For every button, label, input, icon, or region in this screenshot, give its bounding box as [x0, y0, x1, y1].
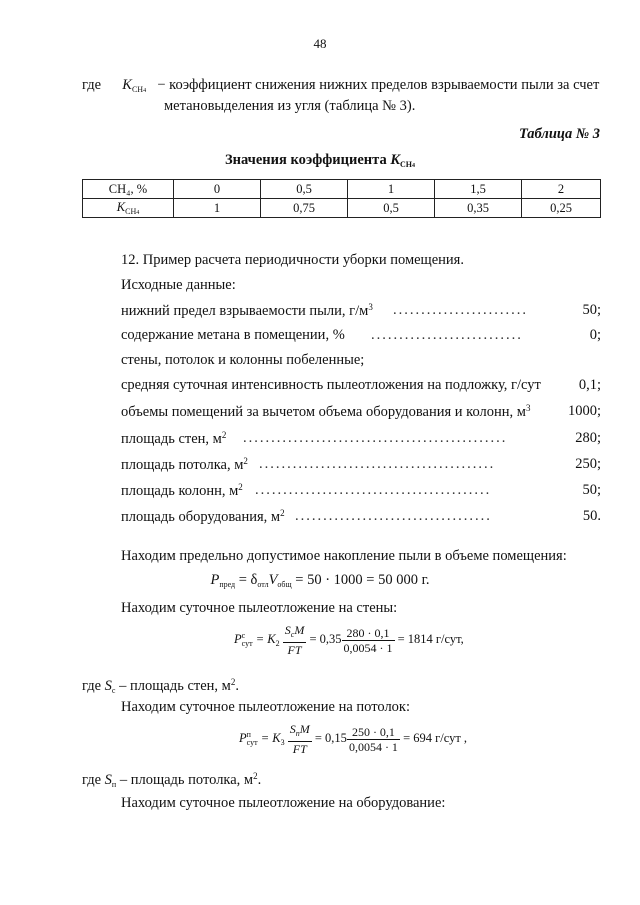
- section-title: 12. Пример расчета периодичности уборки помещения.: [121, 252, 464, 268]
- item-sup: 2: [238, 482, 243, 492]
- f3-frac-2: [347, 725, 400, 754]
- item-sup: 2: [221, 430, 227, 440]
- where3-pre: где: [82, 772, 102, 788]
- where2-s-sub: c: [111, 686, 116, 695]
- f2-num-2: 280 · 0,1: [342, 626, 395, 641]
- find-text-1: Находим предельно допустимое накопление пыли в объеме помещения:: [121, 548, 567, 564]
- table-title-k-sub: CH: [400, 160, 412, 169]
- f3-num-sub: п: [295, 729, 300, 738]
- item-value: 250;: [575, 456, 601, 472]
- table-row: [83, 180, 601, 199]
- table-cell: 0,75: [261, 199, 348, 218]
- f2-num-m: M: [294, 623, 305, 637]
- formula-3: [239, 722, 467, 756]
- table-title-k: K: [390, 152, 400, 168]
- f1-p-sub: пред: [219, 580, 236, 589]
- item-label-text: площадь стен, м: [121, 431, 222, 447]
- leader-dots: ...................................: [295, 508, 492, 524]
- intro-text-1: − коэффициент снижения нижних пределов взрываемости пыли за счет: [157, 77, 600, 93]
- f3-num-s: S: [289, 722, 296, 736]
- item-value: 280;: [575, 430, 601, 446]
- formula-1: [0, 571, 640, 594]
- f2-k-sub: 2: [275, 638, 280, 648]
- f2-k: = K: [252, 631, 276, 646]
- f3-k: = K: [257, 730, 281, 745]
- list-item: [121, 327, 601, 347]
- list-item: [121, 403, 601, 423]
- leader-dots: ..........................................: [255, 482, 492, 498]
- table-title-text: Значения коэффициента: [224, 152, 387, 168]
- where2-pre: где: [82, 678, 102, 694]
- input-title: Исходные данные:: [121, 277, 236, 293]
- item-label-text: площадь колонн, м: [121, 483, 239, 499]
- f3-k-sub: 3: [280, 737, 285, 747]
- table-cell-head: CH₄, %: [83, 180, 174, 199]
- item-label-text: площадь оборудования, м: [121, 509, 281, 525]
- list-item: [121, 302, 601, 322]
- table-row: [83, 199, 601, 218]
- item-label: [121, 327, 345, 344]
- f2-p: P: [234, 631, 242, 646]
- item-value: 50;: [582, 482, 601, 498]
- page-number: 48: [313, 36, 327, 51]
- item-value: 0,1;: [578, 377, 601, 393]
- table-k-sub-index: 4: [136, 210, 140, 216]
- item-sup: 3: [368, 302, 373, 312]
- table-title-k-sub-index: 4: [412, 163, 415, 169]
- where2-s: S: [104, 678, 112, 694]
- where3-text: – площадь потолка, м: [116, 772, 254, 788]
- item-sup: 3: [525, 403, 531, 413]
- where-word: где: [82, 77, 102, 93]
- f2-frac-1: [283, 623, 307, 657]
- f1-v: V: [268, 572, 278, 588]
- list-item: [121, 352, 601, 372]
- table-cell: 1,5: [435, 180, 522, 199]
- f3-p: P: [239, 730, 247, 745]
- item-label: [121, 456, 248, 474]
- f1-d-sub: отл: [257, 580, 269, 589]
- f3-num-2: 250 · 0,1: [347, 725, 400, 740]
- item-label: [121, 403, 530, 421]
- item-label-text: объемы помещений за вычетом объема оборудования и колонн, м: [121, 404, 526, 420]
- table-cell: 0: [174, 180, 261, 199]
- table-cell: 2: [522, 180, 601, 199]
- table-label: Таблица № 3: [518, 126, 600, 142]
- table-k: K: [116, 200, 126, 214]
- f1-eq: = δ: [235, 572, 258, 588]
- leader-dots: ...............................................: [243, 430, 508, 446]
- f3-p-sup: п: [246, 730, 251, 739]
- coefficient-table: [82, 179, 601, 218]
- f1-rest: = 50 · 1000 = 50 000 г.: [291, 572, 430, 588]
- f3-frac-1: [288, 722, 312, 756]
- table-cell: 1: [174, 199, 261, 218]
- k-sub: CH: [131, 85, 144, 94]
- where2-end: .: [235, 678, 239, 694]
- f3-den-2: 0,0054 · 1: [348, 739, 398, 754]
- item-label: [121, 482, 243, 500]
- item-label: [121, 508, 285, 526]
- table-k-sub: CH: [125, 207, 137, 216]
- item-sup: 2: [243, 456, 248, 466]
- list-item: [121, 377, 601, 397]
- f3-result: = 694 г/сут ,: [399, 730, 468, 745]
- item-value: 0;: [589, 327, 601, 343]
- where3-end: .: [257, 772, 262, 788]
- item-sup: 2: [280, 508, 285, 518]
- where3-s-sub: п: [111, 780, 117, 789]
- item-label: [121, 430, 226, 448]
- item-label-text: нижний предел взрываемости пыли, г/м: [121, 303, 369, 319]
- f2-den-2: 0,0054 · 1: [343, 640, 393, 655]
- f3-den: FT: [292, 742, 307, 756]
- f2-result: = 1814 г/сут,: [394, 631, 464, 646]
- item-value: 50;: [582, 302, 601, 318]
- item-value: 1000;: [567, 403, 601, 419]
- f2-p-sub: сут: [241, 639, 253, 648]
- list-item: [121, 456, 601, 476]
- find-text-2: Находим суточное пылеотложение на стены:: [121, 600, 398, 616]
- f2-num-sub: c: [290, 630, 295, 639]
- where2-sup: 2: [230, 677, 236, 687]
- table-cell: 0,5: [261, 180, 348, 199]
- item-label: стены, потолок и колонны побеленные;: [121, 352, 365, 368]
- f1-p: P: [210, 572, 220, 588]
- where2-text: – площадь стен, м: [115, 678, 231, 694]
- item-value: 50.: [582, 508, 601, 524]
- f3-mid: = 0,15: [311, 730, 347, 745]
- find-text-3: Находим суточное пылеотложение на потолок:: [121, 699, 411, 715]
- f3-p-sub: сут: [246, 738, 258, 747]
- table-cell-head: [83, 199, 174, 218]
- list-item: [121, 482, 601, 502]
- item-label-text: площадь потолка, м: [121, 457, 244, 473]
- find-text-4: Находим суточное пылеотложение на оборудование:: [121, 795, 446, 811]
- leader-dots: ...........................: [371, 327, 523, 343]
- table-cell: 0,5: [348, 199, 435, 218]
- list-item: [121, 430, 601, 450]
- table-cell: 0,25: [522, 199, 601, 218]
- where-line-2: [82, 673, 239, 700]
- table-title: [0, 151, 640, 175]
- f3-num-m: M: [299, 722, 310, 736]
- item-label: средняя суточная интенсивность пылеотложения на подложку, г/сут: [121, 377, 541, 393]
- item-label: [121, 302, 373, 320]
- f2-den: FT: [287, 643, 302, 657]
- f1-v-sub: общ: [277, 580, 292, 589]
- leader-dots: ........................: [393, 302, 528, 318]
- list-item: [121, 508, 601, 528]
- f2-mid: = 0,35: [306, 631, 342, 646]
- f2-frac-2: [342, 626, 395, 655]
- intro-line-2: метановыделения из угля (таблица № 3).: [164, 98, 416, 114]
- f2-p-sup: c: [241, 631, 246, 640]
- where3-s: S: [104, 772, 112, 788]
- k-sub-index: 4: [143, 88, 147, 94]
- f2-num-s: S: [284, 623, 291, 637]
- leader-dots: ..........................................: [259, 456, 496, 472]
- where3-sup: 2: [253, 771, 258, 781]
- table-cell: 1: [348, 180, 435, 199]
- formula-2: [234, 623, 464, 657]
- k-symbol: K: [122, 77, 132, 93]
- where-line-3: [82, 767, 261, 794]
- item-label-text: содержание метана в помещении, %: [121, 327, 345, 343]
- table-cell: 0,35: [435, 199, 522, 218]
